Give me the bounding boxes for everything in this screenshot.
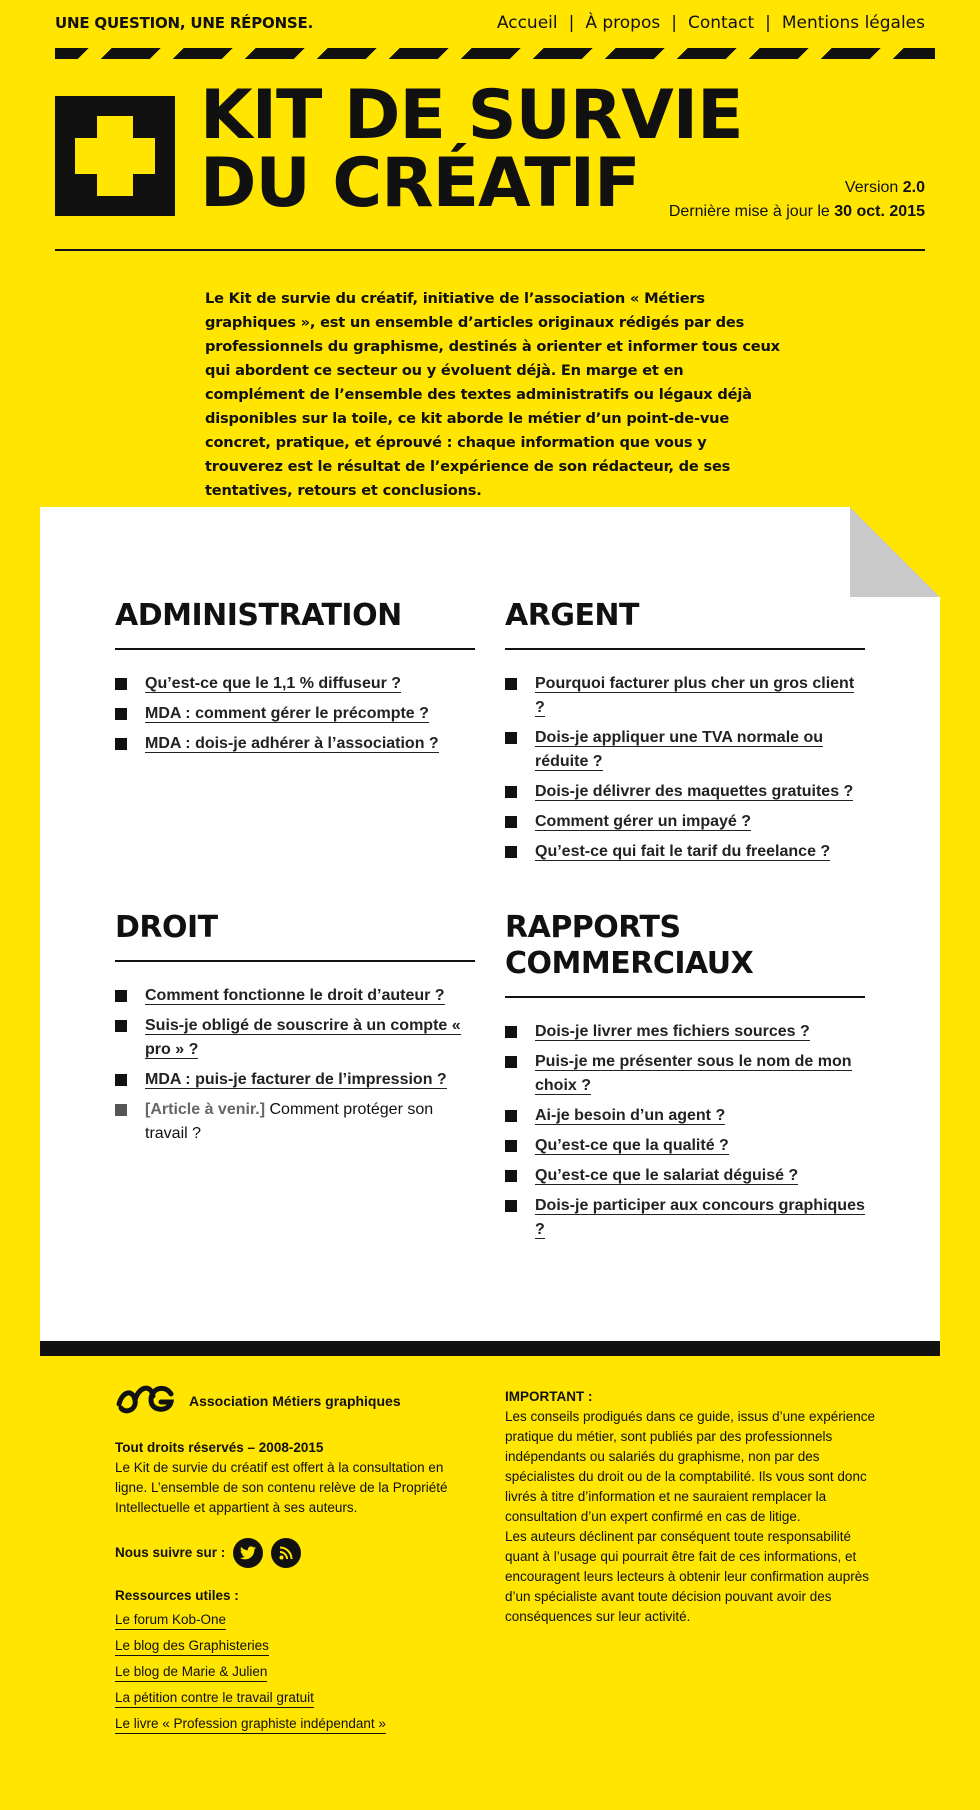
article-link[interactable]: MDA : dois-je adhérer à l’association ?: [145, 735, 439, 752]
square-bullet-icon: [505, 846, 517, 858]
section-title-line-1: RAPPORTS: [505, 910, 681, 945]
updated-date: 30 oct. 2015: [834, 203, 925, 220]
list-item: [505, 840, 865, 864]
footer-left: [115, 1380, 475, 1740]
version-value: 2.0: [902, 179, 925, 196]
section-title-line-2: COMMERCIAUX: [505, 946, 754, 981]
hazard-stripes-divider: [55, 48, 935, 59]
nav-link-mentions-legales[interactable]: Mentions légales: [781, 13, 925, 33]
header-divider: [55, 249, 925, 251]
updated-label: Dernière mise à jour le: [668, 203, 830, 220]
article-link[interactable]: Qu’est-ce qui fait le tarif du freelance ?: [535, 843, 831, 860]
list-item: [505, 780, 865, 804]
list-item: [505, 1104, 865, 1128]
card-bottom-bar: [40, 1341, 940, 1356]
square-bullet-icon: [115, 990, 127, 1002]
square-bullet-icon: [505, 816, 517, 828]
follow-label: Nous suivre sur :: [115, 1545, 226, 1560]
association-logo[interactable]: [115, 1380, 175, 1422]
list-item: [115, 732, 475, 756]
square-bullet-icon: [505, 1110, 517, 1122]
section-administration: [115, 598, 475, 762]
square-bullet-icon: [505, 732, 517, 744]
article-link[interactable]: MDA : comment gérer le précompte ?: [145, 705, 429, 722]
rights-text: Le Kit de survie du créatif est offert à la consultation en ligne. L’ensemble de son contenu relève de la Propriété Intellectuelle et appartient à ses auteurs.: [115, 1460, 448, 1515]
list-item: [115, 702, 475, 726]
pending-article-text: Comment protéger son travail ?: [145, 1101, 434, 1142]
square-bullet-icon: [115, 738, 127, 750]
square-bullet-icon: [115, 1020, 127, 1032]
square-bullet-icon: [505, 1170, 517, 1182]
article-link[interactable]: MDA : puis-je facturer de l’impression ?: [145, 1071, 447, 1088]
resources-title: Ressources utiles :: [115, 1588, 239, 1603]
resource-link[interactable]: Le livre « Profession graphiste indépendant »: [115, 1714, 386, 1734]
article-link[interactable]: Suis-je obligé de souscrire à un compte « pro » ?: [145, 1017, 461, 1058]
article-link[interactable]: Qu’est-ce que le salariat déguisé ?: [535, 1167, 799, 1184]
square-bullet-icon: [505, 678, 517, 690]
section-title: DROIT: [115, 910, 475, 962]
pending-tag: [Article à venir.]: [145, 1101, 266, 1118]
twitter-icon[interactable]: [233, 1538, 263, 1568]
rss-icon[interactable]: [271, 1538, 301, 1568]
article-link[interactable]: Dois-je participer aux concours graphiques ?: [535, 1197, 865, 1238]
association-block: [115, 1380, 475, 1422]
important-paragraph-2: Les auteurs déclinent par conséquent toute responsabilité quant à l’usage qui pourrait être fait de ces informations, et encouragent leurs lecteurs à obtenir leur confirmation auprès d’un spécialiste avant toute décision pouvant avoir des conséquences sur leur activité.: [505, 1529, 869, 1624]
square-bullet-icon: [115, 1104, 127, 1116]
section-title: [505, 910, 865, 998]
article-link[interactable]: Puis-je me présenter sous le nom de mon choix ?: [535, 1053, 852, 1094]
square-bullet-icon: [505, 1056, 517, 1068]
square-bullet-icon: [505, 786, 517, 798]
article-link[interactable]: Qu’est-ce que le 1,1 % diffuseur ?: [145, 675, 402, 692]
article-list: [115, 672, 475, 756]
important-paragraph-1: Les conseils prodigués dans ce guide, issus d’une expérience pratique du métier, sont publiés par des professionnels indépendants ou salariés du graphisme, non par des spécialistes du droit ou de la comptabilité. Ils vous sont donc livrés à titre d’information et ne sauraient remplacer la consultation d’un expert confirmé en cas de litige.: [505, 1409, 875, 1524]
square-bullet-icon: [505, 1200, 517, 1212]
resource-link[interactable]: La pétition contre le travail gratuit: [115, 1688, 314, 1708]
nav-separator: |: [671, 13, 677, 33]
article-link[interactable]: Pourquoi facturer plus cher un gros client ?: [535, 675, 855, 716]
section-title: ARGENT: [505, 598, 865, 650]
page-title-line-2: DU CRÉATIF: [200, 144, 640, 223]
nav-separator: |: [568, 13, 575, 33]
section-title: ADMINISTRATION: [115, 598, 475, 650]
page-title-line-1: KIT DE SURVIE: [200, 76, 743, 155]
article-link[interactable]: Dois-je appliquer une TVA normale ou réduite ?: [535, 729, 824, 770]
list-item: [505, 1020, 865, 1044]
list-item: [505, 1164, 865, 1188]
list-item: [115, 672, 475, 696]
version-info: [669, 176, 925, 224]
footer-right: [505, 1387, 875, 1627]
rights-title: Tout droits réservés – 2008-2015: [115, 1440, 324, 1455]
resource-link[interactable]: Le blog des Graphisteries: [115, 1636, 269, 1656]
list-item: [505, 1134, 865, 1158]
list-item: [505, 810, 865, 834]
site-tagline: UNE QUESTION, UNE RÉPONSE.: [55, 14, 314, 32]
square-bullet-icon: [115, 678, 127, 690]
list-item: [115, 984, 475, 1008]
nav-link-contact[interactable]: Contact: [687, 13, 755, 33]
nav-link-a-propos[interactable]: À propos: [585, 13, 661, 33]
list-item: [505, 1194, 865, 1242]
section-argent: [505, 598, 865, 870]
list-item: [115, 1014, 475, 1062]
article-link[interactable]: Qu’est-ce que la qualité ?: [535, 1137, 729, 1154]
article-link[interactable]: Dois-je livrer mes fichiers sources ?: [535, 1023, 810, 1040]
article-link[interactable]: Comment gérer un impayé ?: [535, 813, 752, 830]
page-fold-corner: [850, 507, 940, 597]
follow-block: [115, 1538, 475, 1568]
section-rapports-commerciaux: [505, 910, 865, 1248]
resource-link[interactable]: Le forum Kob-One: [115, 1610, 226, 1630]
article-link[interactable]: Ai-je besoin d’un agent ?: [535, 1107, 726, 1124]
resource-link[interactable]: Le blog de Marie & Julien: [115, 1662, 267, 1682]
association-name: Association Métiers graphiques: [189, 1393, 401, 1409]
section-droit: [115, 910, 475, 1152]
article-link[interactable]: Comment fonctionne le droit d’auteur ?: [145, 987, 445, 1004]
square-bullet-icon: [115, 1074, 127, 1086]
list-item: [115, 1068, 475, 1092]
important-title: IMPORTANT :: [505, 1389, 593, 1404]
version-label: Version: [844, 179, 899, 196]
list-item-pending: [115, 1098, 475, 1146]
list-item: [505, 1050, 865, 1098]
first-aid-cross-icon[interactable]: [55, 96, 175, 216]
article-list: [505, 672, 865, 864]
article-list: [115, 984, 475, 1146]
resources-list: [115, 1610, 475, 1740]
nav-separator: |: [765, 13, 771, 33]
nav-link-accueil[interactable]: Accueil: [496, 13, 558, 33]
article-list: [505, 1020, 865, 1242]
top-navigation: [497, 13, 925, 33]
square-bullet-icon: [115, 708, 127, 720]
list-item: [505, 672, 865, 720]
square-bullet-icon: [505, 1140, 517, 1152]
intro-paragraph: Le Kit de survie du créatif, initiative de l’association « Métiers graphiques », est un ensemble d’articles originaux rédigés par des professionnels du graphisme, destinés à orienter et informer tous ceux qui abordent ce secteur ou y évoluent déjà. En marge et en complément de l’ensemble des textes administratifs ou légaux déjà disponibles sur la toile, ce kit aborde le métier d’un point-de-vue concret, pratique, et éprouvé : chaque information que vous y trouverez est le résultat de l’expérience de son rédacteur, de ses tentatives, retours et conclusions.: [205, 290, 780, 499]
article-link[interactable]: Dois-je délivrer des maquettes gratuites ?: [535, 783, 854, 800]
square-bullet-icon: [505, 1026, 517, 1038]
list-item: [505, 726, 865, 774]
page-title: [200, 76, 743, 223]
